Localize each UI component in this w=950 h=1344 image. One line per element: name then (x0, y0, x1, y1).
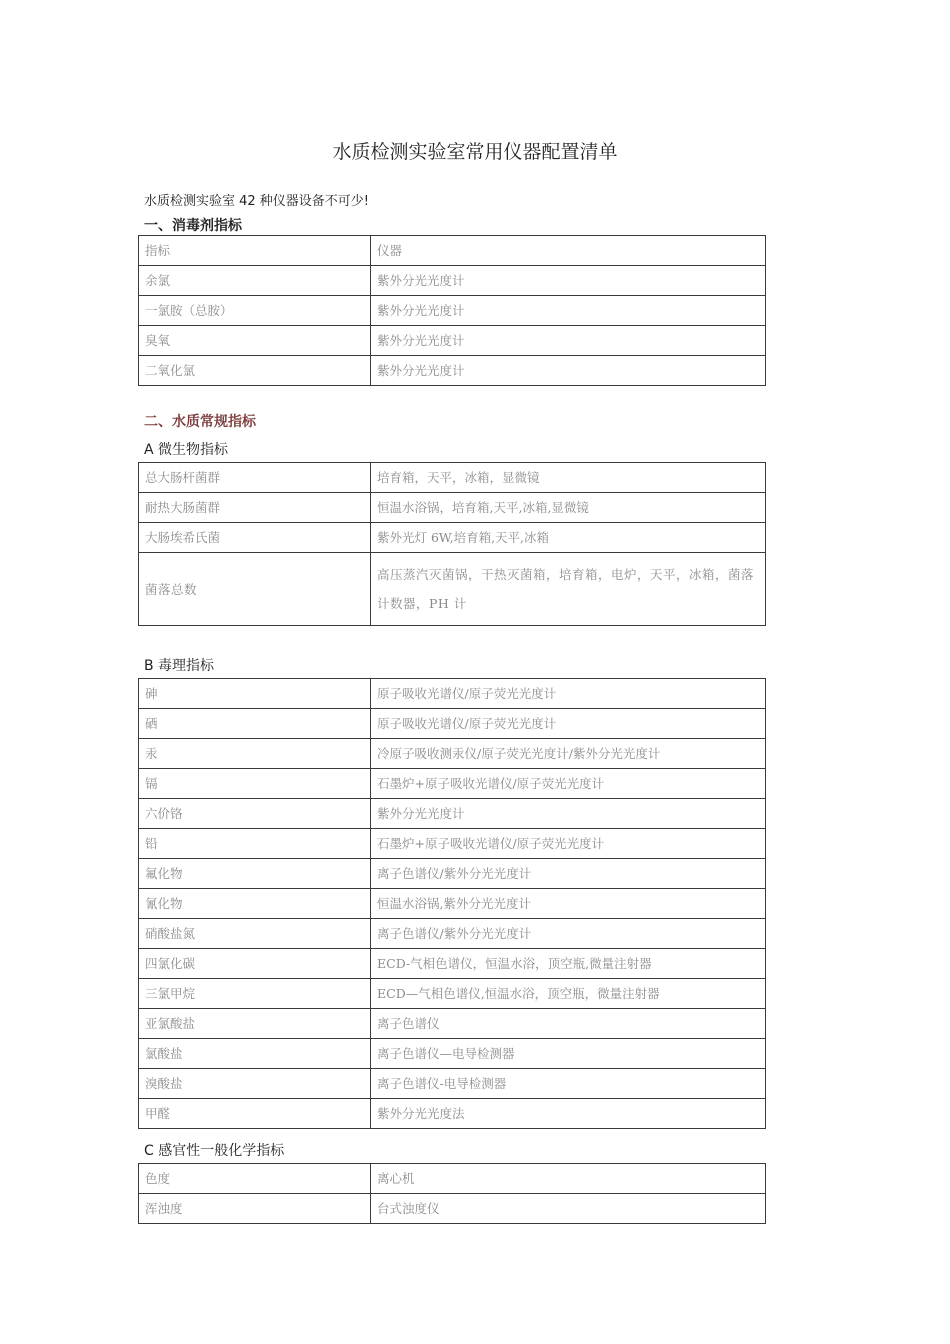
table-cell-instrument: 培育箱，天平，冰箱，显微镜 (371, 463, 766, 493)
table-cell-instrument: 石墨炉+原子吸收光谱仪/原子荧光光度计 (371, 769, 766, 799)
table-row (139, 1009, 766, 1039)
table-cell-indicator: 色度 (139, 1164, 371, 1194)
table-cell-indicator: 余氯 (139, 266, 371, 296)
table-row (139, 859, 766, 889)
table-cell-indicator: 氟化物 (139, 859, 371, 889)
table-row (139, 326, 766, 356)
table-cell-indicator: 铅 (139, 829, 371, 859)
table-row (139, 889, 766, 919)
table-cell-instrument: 离子色谱仪/紫外分光光度计 (371, 859, 766, 889)
table-cell-indicator: 浑浊度 (139, 1194, 371, 1224)
table-cell-indicator: 菌落总数 (139, 553, 371, 626)
table-cell-indicator: 三氯甲烷 (139, 979, 371, 1009)
table-row (139, 919, 766, 949)
table-row (139, 949, 766, 979)
table-cell-indicator: 总大肠杆菌群 (139, 463, 371, 493)
table-cell-instrument: ECD—气相色谱仪,恒温水浴，顶空瓶，微量注射器 (371, 979, 766, 1009)
table-cell-indicator: 硝酸盐氮 (139, 919, 371, 949)
page-title: 水质检测实验室常用仪器配置清单 (332, 141, 618, 163)
table-cell-indicator: 臭氧 (139, 326, 371, 356)
table-row (139, 493, 766, 523)
table-row (139, 679, 766, 709)
subsection-heading-microbial: A 微生物指标 (144, 442, 229, 458)
table-disinfectant (138, 235, 766, 386)
table-cell-instrument: ECD-气相色谱仪，恒温水浴，顶空瓶,微量注射器 (371, 949, 766, 979)
table-cell-indicator: 溴酸盐 (139, 1069, 371, 1099)
table-cell-indicator: 镉 (139, 769, 371, 799)
table-row (139, 1039, 766, 1069)
subsection-heading-toxicology: B 毒理指标 (144, 658, 215, 674)
table-cell-instrument: 离子色谱仪-电导检测器 (371, 1069, 766, 1099)
table-cell-indicator: 砷 (139, 679, 371, 709)
table-cell-instrument: 紫外分光光度计 (371, 296, 766, 326)
table-row (139, 1099, 766, 1129)
table-row (139, 1069, 766, 1099)
table-cell-indicator: 氰化物 (139, 889, 371, 919)
table-microbial (138, 462, 766, 626)
table-row (139, 769, 766, 799)
table-cell-instrument: 离心机 (371, 1164, 766, 1194)
table-row (139, 553, 766, 626)
table-cell-indicator: 大肠埃希氏菌 (139, 523, 371, 553)
table-cell-instrument: 高压蒸汽灭菌锅，干热灭菌箱，培育箱，电炉，天平，冰箱，菌落计数器，PH 计 (371, 553, 766, 626)
table-row (139, 829, 766, 859)
table-cell-indicator: 亚氯酸盐 (139, 1009, 371, 1039)
table-row (139, 236, 766, 266)
table-row (139, 799, 766, 829)
table-row (139, 463, 766, 493)
table-cell-indicator: 汞 (139, 739, 371, 769)
subsection-heading-sensory: C 感官性一般化学指标 (144, 1143, 285, 1159)
table-cell-instrument: 台式浊度仪 (371, 1194, 766, 1224)
table-sensory (138, 1163, 766, 1224)
table-cell-instrument: 紫外分光光度法 (371, 1099, 766, 1129)
table-cell-instrument: 离子色谱仪—电导检测器 (371, 1039, 766, 1069)
table-cell-instrument: 紫外光灯 6W,培育箱,天平,冰箱 (371, 523, 766, 553)
table-cell-instrument: 紫外分光光度计 (371, 266, 766, 296)
table-cell-instrument: 原子吸收光谱仪/原子荧光光度计 (371, 679, 766, 709)
table-cell-instrument: 紫外分光光度计 (371, 356, 766, 386)
table-cell-instrument: 恒温水浴锅，培育箱,天平,冰箱,显微镜 (371, 493, 766, 523)
table-cell-indicator: 四氯化碳 (139, 949, 371, 979)
table-row (139, 739, 766, 769)
table-cell-instrument: 紫外分光光度计 (371, 799, 766, 829)
table-cell-instrument: 恒温水浴锅,紫外分光光度计 (371, 889, 766, 919)
table-cell-indicator: 甲醛 (139, 1099, 371, 1129)
table-cell-instrument: 离子色谱仪/紫外分光光度计 (371, 919, 766, 949)
table-cell-indicator: 氯酸盐 (139, 1039, 371, 1069)
table-row (139, 1194, 766, 1224)
table-cell-indicator: 硒 (139, 709, 371, 739)
table-cell-instrument: 原子吸收光谱仪/原子荧光光度计 (371, 709, 766, 739)
table-cell-instrument: 石墨炉+原子吸收光谱仪/原子荧光光度计 (371, 829, 766, 859)
table-row (139, 523, 766, 553)
table-cell-instrument: 紫外分光光度计 (371, 326, 766, 356)
table-cell-indicator: 六价铬 (139, 799, 371, 829)
table-row (139, 296, 766, 326)
table-cell-instrument: 冷原子吸收测汞仪/原子荧光光度计/紫外分光光度计 (371, 739, 766, 769)
section-heading-disinfectant: 一、消毒剂指标 (144, 218, 242, 234)
section-heading-routine: 二、水质常规指标 (144, 414, 256, 430)
table-row (139, 1164, 766, 1194)
table-row (139, 979, 766, 1009)
table-row (139, 709, 766, 739)
table-cell-instrument: 仪器 (371, 236, 766, 266)
table-row (139, 266, 766, 296)
table-cell-indicator: 指标 (139, 236, 371, 266)
table-cell-instrument: 离子色谱仪 (371, 1009, 766, 1039)
table-cell-indicator: 二氧化氯 (139, 356, 371, 386)
table-cell-indicator: 一氯胺（总胺） (139, 296, 371, 326)
table-row (139, 356, 766, 386)
table-toxicology (138, 678, 766, 1129)
table-cell-indicator: 耐热大肠菌群 (139, 493, 371, 523)
intro-text: 水质检测实验室 42 种仪器设备不可少! (144, 194, 370, 209)
